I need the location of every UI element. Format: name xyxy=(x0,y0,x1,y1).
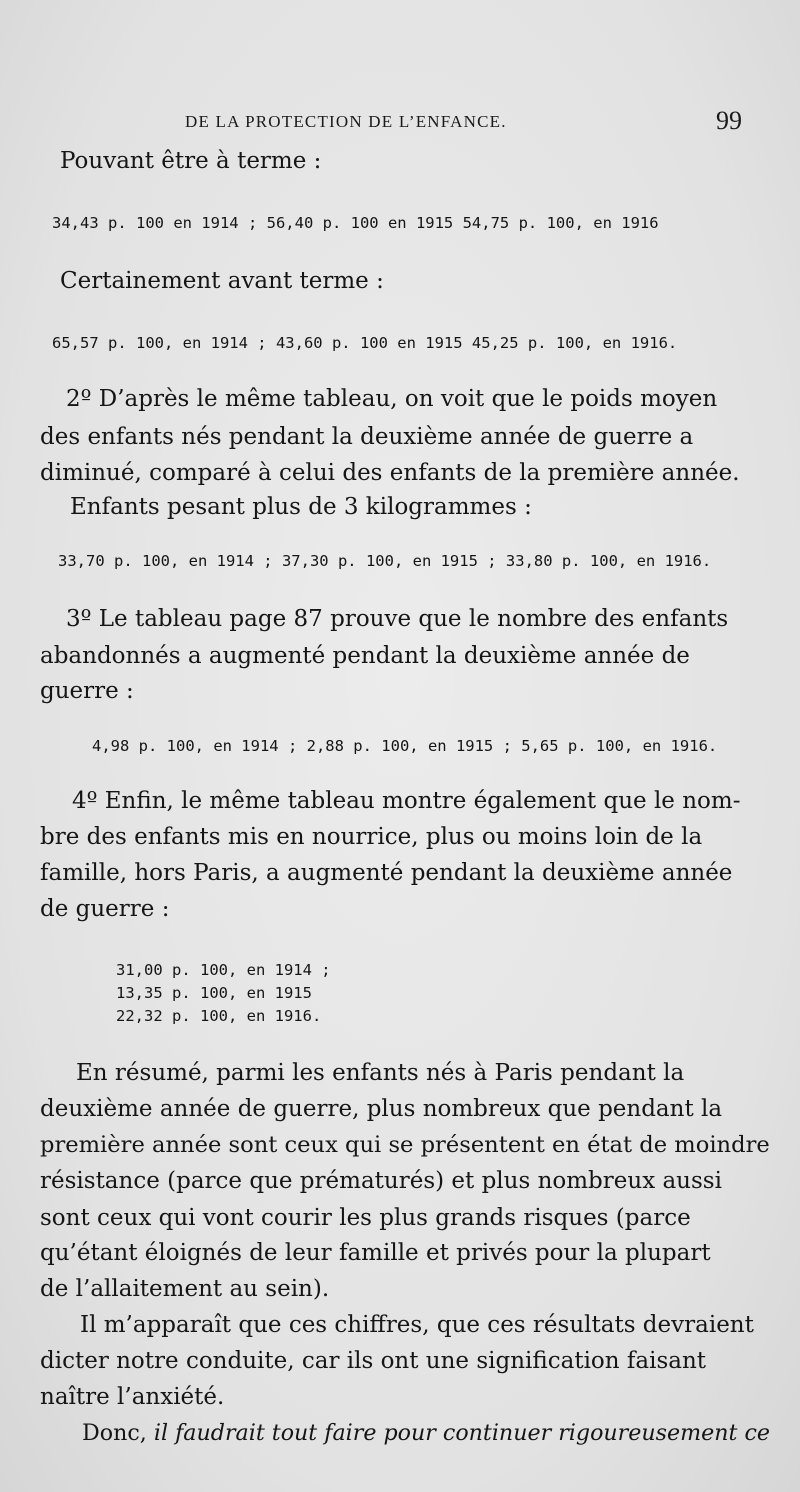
para-4-line-3: famille, hors Paris, a augmenté pendant la deuxième année xyxy=(40,860,733,886)
stats-line-2: 65,57 p. 100, en 1914 ; 43,60 p. 100 en 1915 45,25 p. 100, en 1916. xyxy=(52,334,678,352)
stats-line-3: 33,70 p. 100, en 1914 ; 37,30 p. 100, en 1915 ; 33,80 p. 100, en 1916. xyxy=(58,552,712,570)
conclusion-line-1: Il m’apparaît que ces chiffres, que ces résultats devraient xyxy=(80,1312,754,1338)
para-4-line-2: bre des enfants mis en nourrice, plus ou moins loin de la xyxy=(40,824,703,850)
para-2-line-1: 2º D’après le même tableau, on voit que le poids moyen xyxy=(66,386,718,412)
conclusion-line-2: dicter notre conduite, car ils ont une signification faisant xyxy=(40,1348,707,1374)
summary-line-5: sont ceux qui vont courir les plus grands risques (parce xyxy=(40,1205,691,1231)
heading-pouvant-etre-a-terme: Pouvant être à terme : xyxy=(60,148,322,174)
summary-line-4: résistance (parce que prématurés) et plus nombreux aussi xyxy=(40,1168,722,1194)
para-4-line-1: 4º Enfin, le même tableau montre également que le nom- xyxy=(72,788,741,814)
summary-line-2: deuxième année de guerre, plus nombreux que pendant la xyxy=(40,1096,723,1122)
final-line xyxy=(82,1420,770,1446)
stats-line-1: 34,43 p. 100 en 1914 ; 56,40 p. 100 en 1915 54,75 p. 100, en 1916 xyxy=(52,214,659,232)
para-2-line-4: Enfants pesant plus de 3 kilogrammes : xyxy=(70,494,532,520)
para-3-line-3: guerre : xyxy=(40,678,134,704)
running-title: DE LA PROTECTION DE L’ENFANCE. xyxy=(185,112,507,131)
para-2-line-3: diminué, comparé à celui des enfants de la première année. xyxy=(40,460,740,486)
summary-line-3: première année sont ceux qui se présentent en état de moindre xyxy=(40,1132,770,1158)
stats-line-4: 4,98 p. 100, en 1914 ; 2,88 p. 100, en 1915 ; 5,65 p. 100, en 1916. xyxy=(92,737,718,755)
summary-line-1: En résumé, parmi les enfants nés à Paris pendant la xyxy=(76,1060,685,1086)
para-4-line-4: de guerre : xyxy=(40,896,170,922)
para-3-line-1: 3º Le tableau page 87 prouve que le nombre des enfants xyxy=(66,606,729,632)
summary-line-6: qu’étant éloignés de leur famille et privés pour la plupart xyxy=(40,1240,711,1266)
para-3-line-2: abandonnés a augmenté pendant la deuxième année de xyxy=(40,643,690,669)
page-number: 99 xyxy=(716,106,742,135)
stats-line-5b: 13,35 p. 100, en 1915 xyxy=(116,984,312,1002)
para-2-line-2: des enfants nés pendant la deuxième année de guerre a xyxy=(40,424,694,450)
stats-line-5c: 22,32 p. 100, en 1916. xyxy=(116,1007,322,1025)
stats-line-5a: 31,00 p. 100, en 1914 ; xyxy=(116,961,331,979)
heading-avant-terme: Certainement avant terme : xyxy=(60,268,384,294)
summary-line-7: de l’allaitement au sein). xyxy=(40,1276,330,1302)
final-line-italic: il faudrait tout faire pour continuer rigoureusement ce xyxy=(153,1420,770,1446)
conclusion-line-3: naître l’anxiété. xyxy=(40,1384,225,1410)
final-line-start: Donc, xyxy=(82,1420,147,1446)
